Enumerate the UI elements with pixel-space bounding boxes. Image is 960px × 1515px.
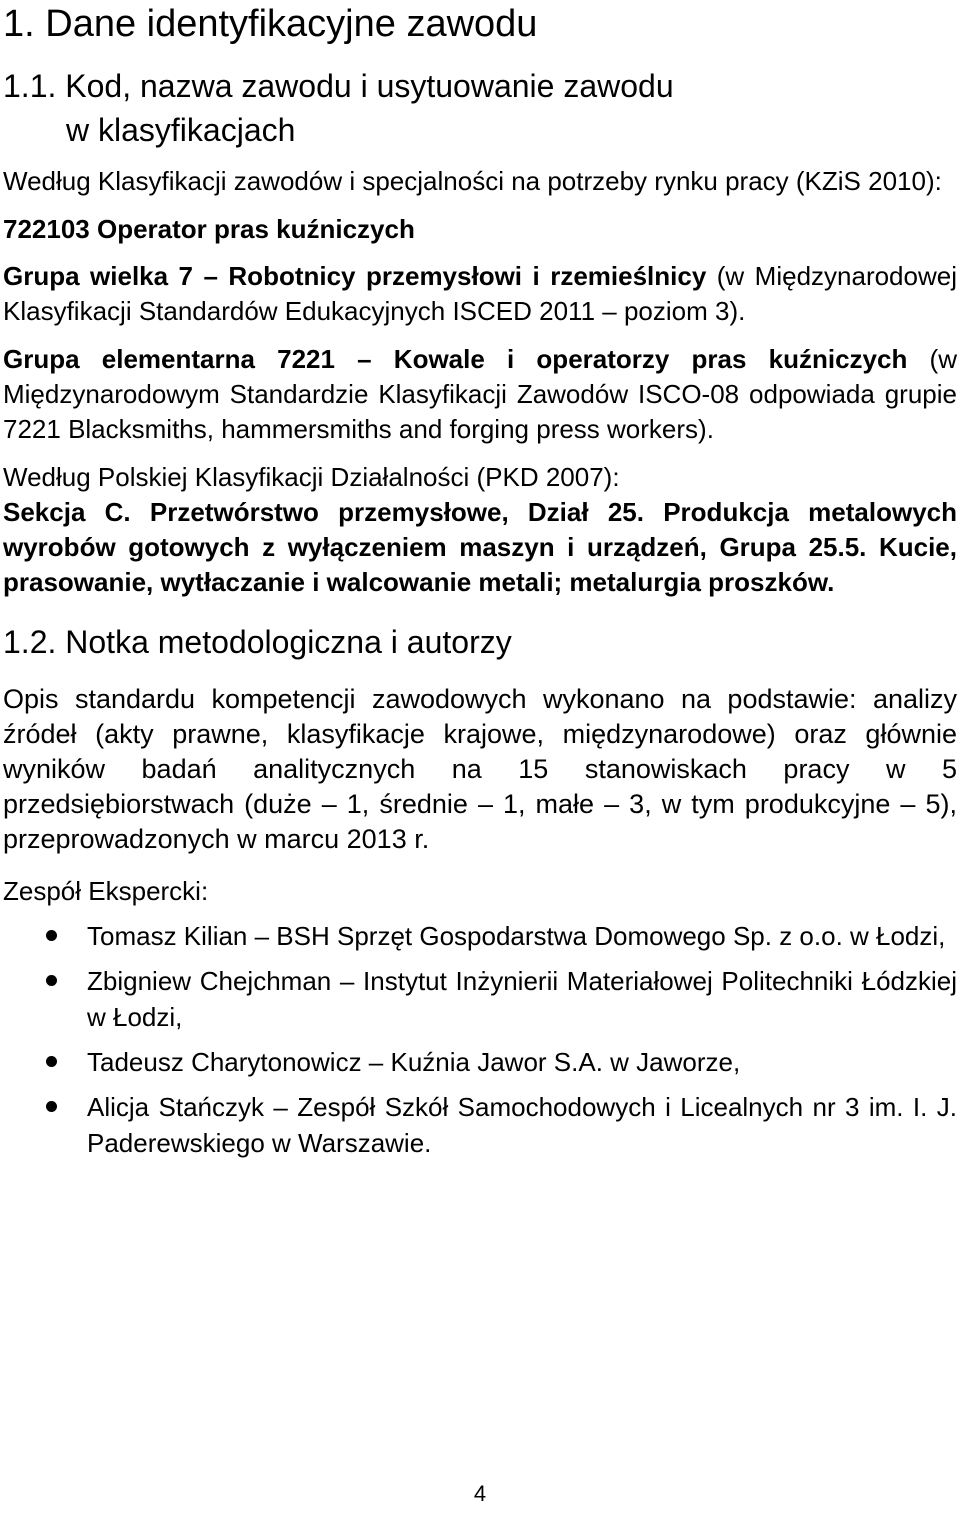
- subsection-heading-1-1-line1: 1.1. Kod, nazwa zawodu i usytuowanie zawodu: [3, 68, 674, 104]
- list-item: [3, 918, 957, 954]
- list-item: [3, 1089, 957, 1161]
- bullet-icon: [46, 1101, 57, 1112]
- experts-label: Zespół Ekspercki:: [3, 876, 209, 906]
- expert-3: Tadeusz Charytonowicz – Kuźnia Jawor S.A. w Jaworze,: [87, 1047, 741, 1077]
- bullet-icon: [46, 1056, 57, 1067]
- section-heading-1: 1. Dane identyfikacyjne zawodu: [3, 3, 538, 45]
- group-major-title: Grupa wielka 7 – Robotnicy przemysłowi i rzemieślnicy: [3, 261, 707, 291]
- list-item: [3, 963, 957, 1035]
- group-unit: [3, 342, 957, 447]
- subsection-heading-1-1: [3, 64, 957, 152]
- kzis-intro: Według Klasyfikacji zawodów i specjalności na potrzeby rynku pracy (KZiS 2010):: [3, 166, 942, 196]
- bullet-icon: [46, 975, 57, 986]
- occupation-code: 722103 Operator pras kuźniczych: [3, 214, 415, 244]
- subsection-heading-1-2: 1.2. Notka metodologiczna i autorzy: [3, 624, 512, 660]
- list-item: [3, 1044, 957, 1080]
- expert-4: Alicja Stańczyk – Zespół Szkół Samochodowych i Licealnych nr 3 im. I. J. Paderewskiego w Warszawie.: [87, 1092, 957, 1158]
- page-content: [3, 0, 957, 1161]
- group-unit-title: Grupa elementarna 7221 – Kowale i operatorzy pras kuźniczych: [3, 344, 908, 374]
- pkd-intro: Według Polskiej Klasyfikacji Działalności (PKD 2007):: [3, 462, 620, 492]
- group-major-description: (w Międzynarodowej Klasyfikacji Standardów Edukacyjnych ISCED 2011 – poziom 3).: [3, 261, 957, 326]
- bullet-icon: [46, 930, 57, 941]
- page-number: 4: [473, 1481, 487, 1506]
- experts-list: [3, 918, 957, 1161]
- group-major: [3, 259, 957, 329]
- method-note: Opis standardu kompetencji zawodowych wykonano na podstawie: analizy źródeł (akty prawne, klasyfikacje krajowe, międzynarodowe) oraz głównie wyników badań analitycznych na 15 stanowiskach pracy w 5 przedsiębiorstwach (duże – 1, średnie – 1, małe – 3, w tym produkcyjne – 5), przeprowadzonych w marcu 2013 r.: [3, 684, 957, 854]
- subsection-heading-1-1-line2: w klasyfikacjach: [66, 112, 296, 148]
- pkd-section: Sekcja C. Przetwórstwo przemysłowe, Dział 25. Produkcja metalowych wyrobów gotowych z wyłączeniem maszyn i urządzeń, Grupa 25.5. Kucie, prasowanie, wytłaczanie i walcowanie metali; metalurgia proszków.: [3, 497, 957, 597]
- expert-1: Tomasz Kilian – BSH Sprzęt Gospodarstwa Domowego Sp. z o.o. w Łodzi,: [87, 921, 946, 951]
- expert-2: Zbigniew Chejchman – Instytut Inżynierii Materiałowej Politechniki Łódzkiej w Łodzi,: [87, 966, 957, 1032]
- group-unit-description: (w Międzynarodowym Standardzie Klasyfikacji Zawodów ISCO-08 odpowiada grupie 7221 Blacksmiths, hammersmiths and forging press workers).: [3, 344, 957, 444]
